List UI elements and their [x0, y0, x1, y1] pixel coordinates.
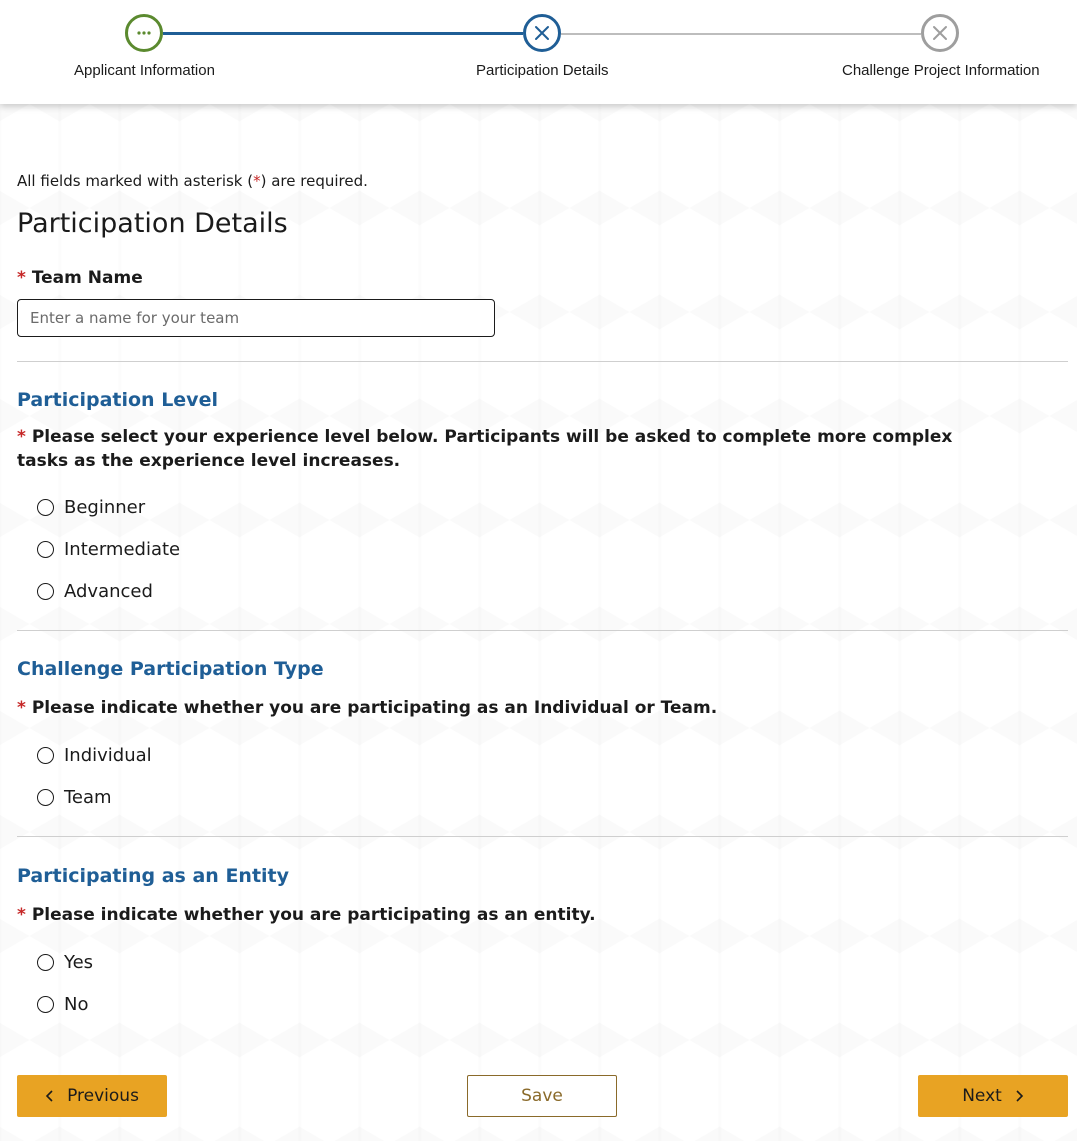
team-name-input[interactable] [17, 299, 495, 337]
radio-yes[interactable] [37, 949, 93, 975]
stepper-connector-pending [561, 33, 921, 35]
step-label-applicant-information: Applicant Information [74, 62, 215, 79]
section-divider [17, 361, 1068, 362]
chevron-left-icon [45, 1089, 55, 1103]
progress-stepper [0, 0, 1077, 104]
chevron-right-icon [1014, 1089, 1024, 1103]
radio-button[interactable] [37, 747, 54, 764]
participation-type-heading: Challenge Participation Type [17, 658, 324, 680]
radio-button[interactable] [37, 954, 54, 971]
radio-label: Individual [64, 744, 152, 766]
next-button-label: Next [962, 1086, 1002, 1106]
save-button[interactable] [467, 1075, 617, 1117]
radio-no[interactable] [37, 991, 88, 1017]
radio-beginner[interactable] [37, 494, 145, 520]
radio-label: No [64, 993, 89, 1015]
previous-button-label: Previous [67, 1086, 139, 1106]
radio-advanced[interactable] [37, 578, 153, 604]
ellipsis-icon [136, 30, 152, 36]
radio-individual[interactable] [37, 742, 152, 768]
radio-label: Intermediate [64, 538, 181, 560]
step-participation-details[interactable] [523, 14, 561, 52]
step-applicant-information[interactable] [125, 14, 163, 52]
radio-button[interactable] [37, 499, 54, 516]
entity-question: * Please indicate whether you are participating as an entity. [17, 905, 596, 925]
step-label-participation-details: Participation Details [476, 62, 609, 79]
radio-button[interactable] [37, 583, 54, 600]
stepper-connector-completed [163, 32, 523, 35]
radio-label: Beginner [64, 496, 146, 518]
entity-heading: Participating as an Entity [17, 865, 290, 887]
section-divider [17, 630, 1068, 631]
section-divider [17, 836, 1068, 837]
radio-label: Team [64, 786, 112, 808]
radio-team[interactable] [37, 784, 112, 810]
page-title: Participation Details [17, 208, 288, 239]
next-button[interactable] [918, 1075, 1068, 1117]
participation-type-question: * Please indicate whether you are participating as an Individual or Team. [17, 698, 718, 718]
radio-intermediate[interactable] [37, 536, 180, 562]
radio-button[interactable] [37, 996, 54, 1013]
experience-level-question: * Please select your experience level below. Participants will be asked to complete more complex tasks as the experience level increases. [17, 427, 953, 471]
close-icon [932, 25, 948, 41]
step-challenge-project-information[interactable] [921, 14, 959, 52]
previous-button[interactable] [17, 1075, 167, 1117]
radio-label: Advanced [64, 580, 153, 602]
team-name-label: * Team Name [17, 268, 143, 288]
step-label-challenge-project-information: Challenge Project Information [842, 62, 1040, 79]
radio-button[interactable] [37, 789, 54, 806]
participation-level-heading: Participation Level [17, 389, 218, 411]
radio-button[interactable] [37, 541, 54, 558]
save-button-label: Save [521, 1086, 563, 1106]
radio-label: Yes [64, 951, 94, 973]
required-fields-note: All fields marked with asterisk (*) are required. [17, 172, 368, 190]
close-icon [534, 25, 550, 41]
